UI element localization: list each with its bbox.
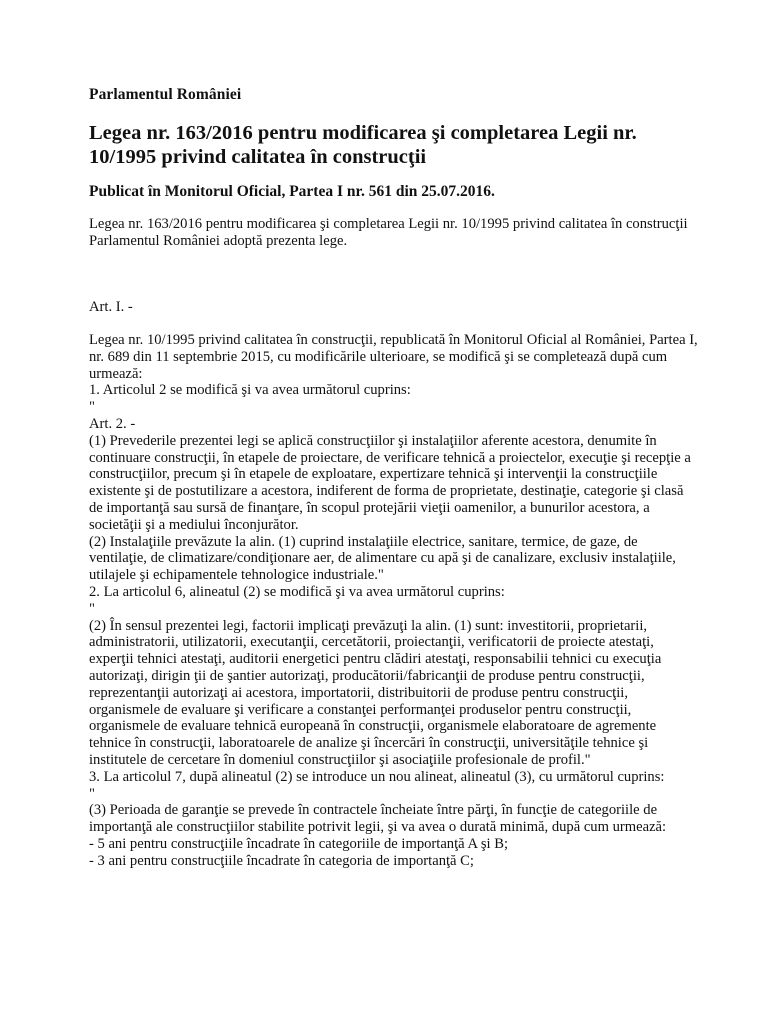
article-heading: Art. I. -	[89, 299, 133, 315]
law-title: Legea nr. 163/2016 pentru modificarea şi completarea Legii nr. 10/1995 privind calitatea în construcţii	[89, 122, 637, 168]
body-paragraph: Art. 2. -	[89, 415, 136, 432]
body-paragraph: Legea nr. 10/1995 privind calitatea în construcţii, republicată în Monitorul Oficial al României, Partea I, nr. 689 din 11 septembrie 2015, cu modificările ulterioare, se modifică şi se completează după cum urmează:	[89, 332, 698, 382]
body-paragraph: "	[89, 399, 95, 416]
article-body	[89, 332, 698, 870]
intro-line: Legea nr. 163/2016 pentru modificarea şi completarea Legii nr. 10/1995 privind calitatea în construcţii	[89, 216, 688, 232]
body-paragraph: (2) În sensul prezentei legi, factorii implicaţi prevăzuţi la alin. (1) sunt: investitorii, proprietarii, administratorii, utilizatorii, executanţii, cercetătorii, proiectanţii, verificatorii de proiecte atestaţi, experţii tehnici atestaţi, auditorii energetici pentru clădiri atestaţi, responsabilii tehnici cu execuţia autorizaţi, dirigin ţii de şantier autorizaţi, producătorii/fabricanţii de produse pentru construcţii, reprezentanţii autorizaţi ai acestora, importatorii, distribuitorii de produse pentru construcţii, organismele de evaluare şi verificare a constanţei performanţei produselor pentru construcţii, organismele de evaluare tehnică europeană în construcţii, organismele elaboratoare de agremente tehnice în construcţii, laboratoarele de analize şi încercări în construcţii, universităţile tehnice şi institutele de cercetare în domeniul construcţiilor şi asociaţiile profesionale de profil."	[89, 617, 662, 768]
body-paragraph: (2) Instalaţiile prevăzute la alin. (1) cuprind instalaţiile electrice, sanitare, termice, de gaze, de ventilaţie, de climatizare/condiţionare aer, de alimentare cu apă şi de canalizare, exclusiv instalaţiile, utilajele şi echipamentele tehnologice industriale."	[89, 533, 676, 584]
publication-note: Publicat în Monitorul Oficial, Partea I nr. 561 din 25.07.2016.	[89, 183, 495, 200]
body-paragraph: (3) Perioada de garanţie se prevede în contractele încheiate între părţi, în funcţie de categoriile de importanţă ale construcţiilor stabilite potrivit legii, şi va avea o durată minimă, după cum urmează:	[89, 802, 667, 836]
body-paragraph: 1. Articolul 2 se modifică şi va avea următorul cuprins:	[89, 382, 411, 399]
body-paragraph: 3. La articolul 7, după alineatul (2) se introduce un nou alineat, alineatul (3), cu următorul cuprins:	[89, 768, 665, 785]
body-paragraph: "	[89, 785, 95, 802]
body-paragraph: 2. La articolul 6, alineatul (2) se modifică şi va avea următorul cuprins:	[89, 583, 505, 600]
body-paragraph: - 5 ani pentru construcţiile încadrate în categoriile de importanţă A şi B;	[89, 835, 509, 852]
intro	[89, 216, 690, 250]
intro-line: Parlamentul României adoptă prezenta lege.	[89, 233, 348, 249]
body-paragraph: - 3 ani pentru construcţiile încadrate în categoria de importanţă C;	[89, 852, 474, 869]
issuer: Parlamentul României	[89, 86, 242, 103]
body-paragraph: "	[89, 600, 95, 617]
body-paragraph: (1) Prevederile prezentei legi se aplică construcţiilor şi instalaţiilor aferente acestora, denumite în continuare construcţii, în etapele de proiectare, de verificare tehnică a proiectelor, execuţie şi recepţie a construcţiilor, precum şi în etapele de exploatare, expertizare tehnică şi intervenţii la construcţiile existente şi de postutilizare a acestora, indiferent de forma de proprietate, destinaţie, categorie şi clasă de importanţă sau sursă de finanţare, în scopul protejării vieţii oamenilor, a bunurilor acestora, a societăţii şi a mediului înconjurător.	[89, 432, 691, 533]
